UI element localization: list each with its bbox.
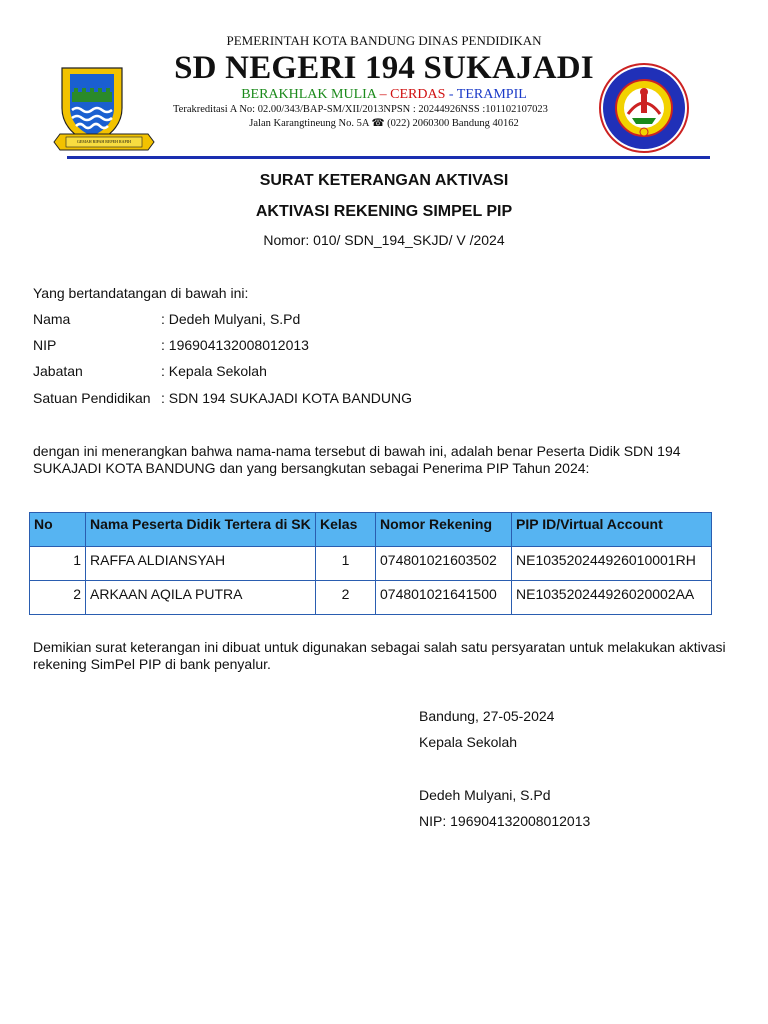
document-number: Nomor: 010/ SDN_194_SKJD/ V /2024: [263, 232, 505, 248]
col-header-rekening: Nomor Rekening: [376, 513, 512, 547]
table-row: [30, 547, 712, 581]
kota-bandung-emblem-icon: [52, 64, 156, 156]
col-header-pip: PIP ID/Virtual Account: [512, 513, 712, 547]
signature-place-date: Bandung, 27-05-2024: [419, 708, 555, 724]
signature-nip: NIP: 196904132008012013: [419, 813, 591, 829]
closing-line-1: Demikian surat keterangan ini dibuat untuk digunakan sebagai salah satu persyaratan untuk melakukan aktivasi: [33, 639, 726, 655]
statement-line-2: SUKAJADI KOTA BANDUNG dan yang bersangkutan sebagai Penerima PIP Tahun 2024:: [33, 460, 590, 476]
letterhead-rule: [67, 156, 710, 159]
recipients-table: [29, 512, 712, 615]
cell-pip: NE103520244926010001RH: [512, 547, 712, 581]
accreditation-line: Terakreditasi A No: 02.00/343/BAP-SM/XII/2013NPSN : 20244926NSS :101102107023: [173, 104, 548, 115]
emblem-ribbon-text: GEMAH RIPAH REPEH RAPIH: [77, 139, 131, 144]
cell-no: 1: [30, 547, 86, 581]
motto-akhlak: BERAKHLAK MULIA: [241, 87, 377, 102]
field-label-nama: Nama: [33, 311, 71, 327]
address-line: Jalan Karangtineung No. 5A ☎ (022) 2060300 Bandung 40162: [249, 118, 519, 129]
school-name: SD NEGERI 194 SUKAJADI: [174, 50, 594, 86]
motto-separator: -: [445, 87, 457, 102]
cell-rekening: 074801021641500: [376, 581, 512, 615]
cell-rekening: 074801021603502: [376, 547, 512, 581]
col-header-no: No: [30, 513, 86, 547]
col-header-kelas: Kelas: [316, 513, 376, 547]
cell-name: RAFFA ALDIANSYAH: [86, 547, 316, 581]
government-header: PEMERINTAH KOTA BANDUNG DINAS PENDIDIKAN: [226, 33, 542, 48]
cell-pip: NE103520244926020002AA: [512, 581, 712, 615]
cell-no: 2: [30, 581, 86, 615]
closing-line-2: rekening SimPel PIP di bank penyalur.: [33, 656, 271, 672]
document-subtitle: AKTIVASI REKENING SIMPEL PIP: [255, 203, 513, 220]
field-label-jabatan: Jabatan: [33, 363, 83, 379]
field-value-nama: : Dedeh Mulyani, S.Pd: [161, 311, 301, 327]
col-header-name: Nama Peserta Didik Tertera di SK: [86, 513, 316, 547]
school-emblem-icon: [598, 62, 690, 154]
field-label-satuan: Satuan Pendidikan: [33, 390, 151, 406]
motto-separator: –: [376, 87, 391, 102]
cell-kelas: 1: [316, 547, 376, 581]
statement-line-1: dengan ini menerangkan bahwa nama-nama tersebut di bawah ini, adalah benar Peserta Didik SDN 194: [33, 443, 681, 459]
field-label-nip: NIP: [33, 337, 57, 353]
field-value-nip: : 196904132008012013: [161, 337, 309, 353]
signature-name: Dedeh Mulyani, S.Pd: [419, 787, 551, 803]
table-header-row: [30, 513, 712, 547]
intro-text: Yang bertandatangan di bawah ini:: [33, 285, 249, 301]
signature-position: Kepala Sekolah: [419, 734, 518, 750]
cell-kelas: 2: [316, 581, 376, 615]
motto-cerdas: CERDAS: [390, 87, 446, 102]
document-title: SURAT KETERANGAN AKTIVASI: [259, 172, 509, 189]
table-row: [30, 581, 712, 615]
cell-name: ARKAAN AQILA PUTRA: [86, 581, 316, 615]
motto-terampil: TERAMPIL: [456, 87, 527, 102]
field-value-jabatan: : Kepala Sekolah: [161, 363, 267, 379]
field-value-satuan: : SDN 194 SUKAJADI KOTA BANDUNG: [161, 390, 413, 406]
